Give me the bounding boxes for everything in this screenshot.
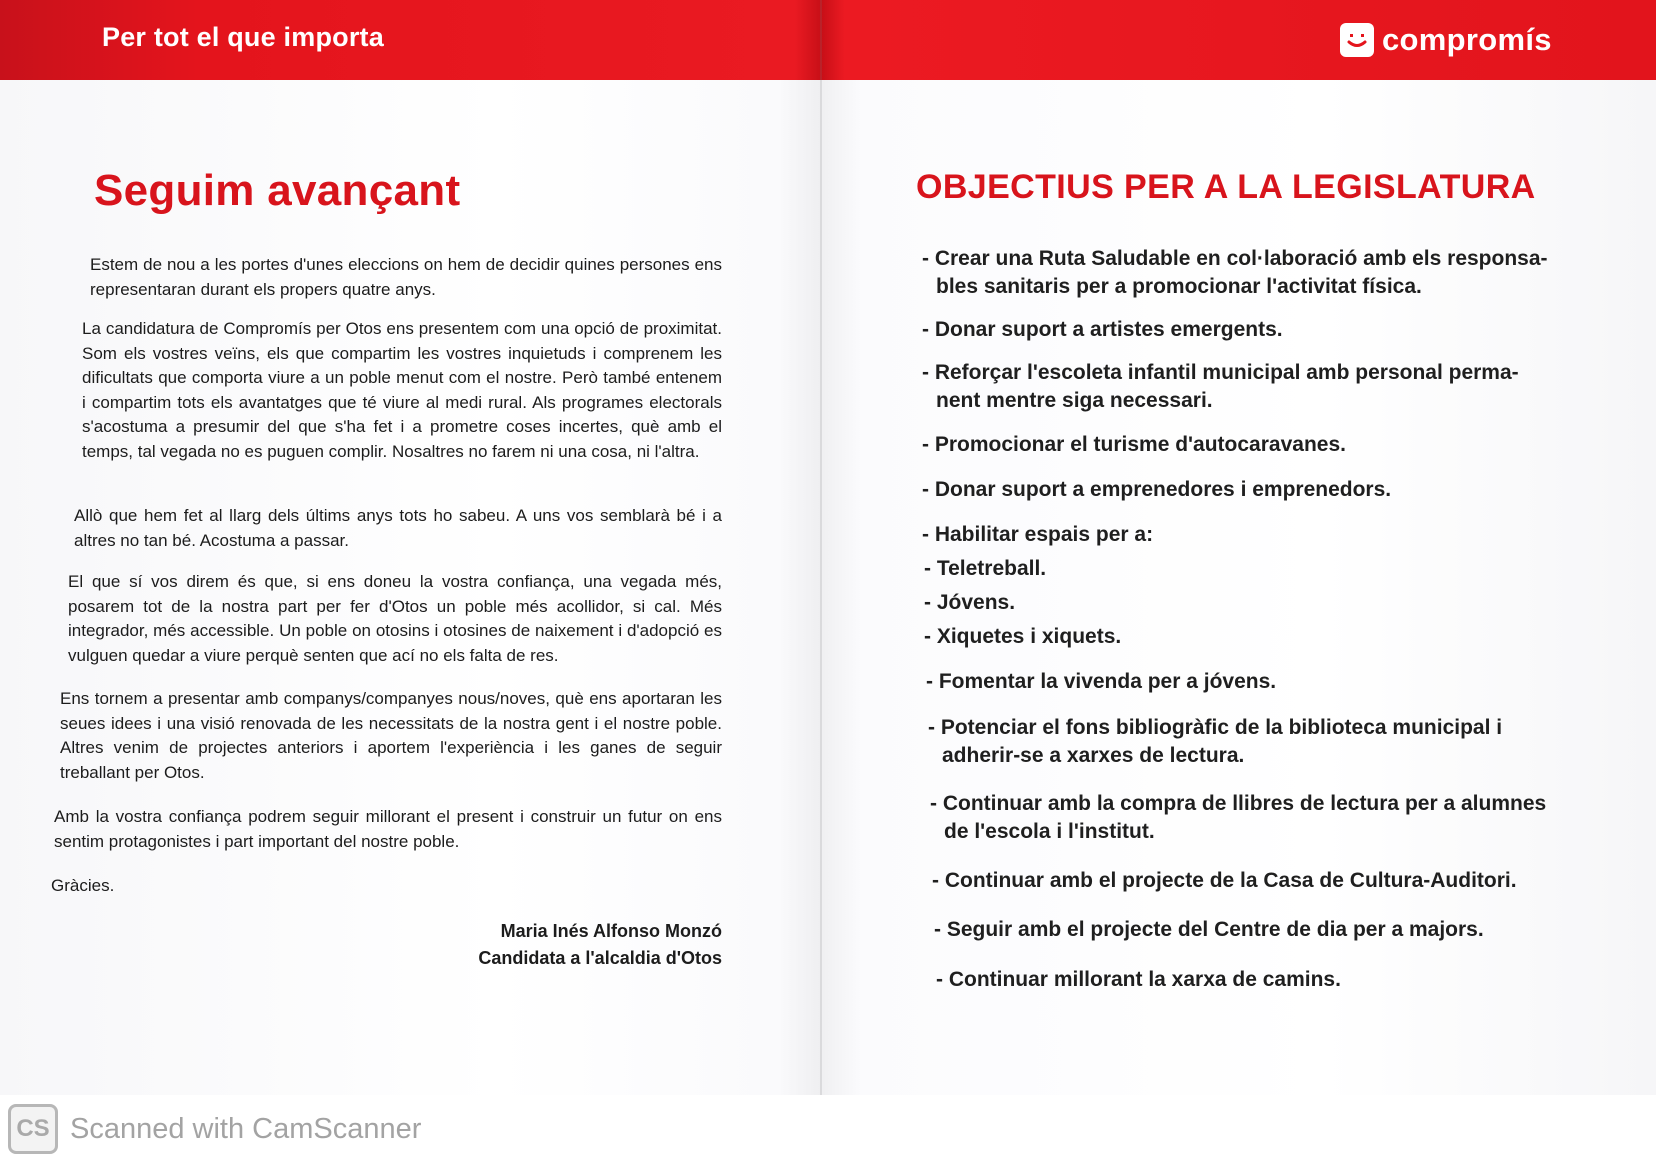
signature bbox=[400, 918, 722, 972]
objective-item: - Donar suport a artistes emergents. bbox=[922, 318, 1283, 341]
objective-item: - Donar suport a emprenedores i emprenedors. bbox=[922, 478, 1392, 501]
objective-item: - Continuar amb la compra de llibres de lectura per a alumnes de l'escola i l'institut. bbox=[930, 792, 1547, 843]
objective-item: - Teletreball. bbox=[924, 557, 1047, 580]
objective-item: - Habilitar espais per a: bbox=[922, 523, 1154, 546]
paragraph: El que sí vos direm és que, si ens doneu la vostra confiança, una vegada més, posarem tot de la nostra part per fer d'Otos un poble més acollidor, si cal. Més integrador, més accessible. Un poble on otosins i otosines de naixement i d'adopció es vulguen quedar a viure perquè senten que ací no els falta de res. bbox=[68, 572, 722, 665]
objective-item: - Continuar millorant la xarxa de camins. bbox=[936, 968, 1341, 991]
brand-logo bbox=[1340, 22, 1552, 58]
paragraph: Ens tornem a presentar amb companys/companyes nous/noves, què ens aportaran les seues idees i una visió renovada de les necessitats de la nostra gent i el nostre poble. Altres venim de projectes anteriors i aportem l'experiència i les ganes de seguir treballant per Otos. bbox=[60, 689, 722, 782]
thanks: Gràcies. bbox=[51, 876, 115, 895]
objective-item: - Seguir amb el projecte del Centre de dia per a majors. bbox=[934, 918, 1484, 941]
objective-item: - Reforçar l'escoleta infantil municipal amb personal perma- nent mentre siga necessari. bbox=[922, 361, 1519, 412]
objective-item: - Xiquetes i xiquets. bbox=[924, 625, 1122, 648]
objective-item: - Continuar amb el projecte de la Casa de Cultura-Auditori. bbox=[932, 869, 1517, 892]
paragraph: Amb la vostra confiança podrem seguir millorant el present i construir un futur on ens sentim protagonistes i part important del nostre poble. bbox=[54, 807, 722, 851]
watermark-text: Scanned with CamScanner bbox=[70, 1112, 422, 1145]
objective-item: - Potenciar el fons bibliogràfic de la biblioteca municipal i adherir-se a xarxes de lectura. bbox=[928, 716, 1503, 767]
paragraph: La candidatura de Compromís per Otos ens presentem com una opció de proximitat. Som els vostres veïns, els que compartim les vostres inquietuds i comprenem les dificultats que comporta viure a un poble menut com el nostre. Però també entenem i compartim tots els avantatges que té viure al medi rural. Als programes electorals s'acostuma a presumir del que s'ha fet i a prometre coses incertes, què amb el temps, tal vegada no es puguen complir. Nosaltres no farem ni una cosa, ni l'altra. bbox=[82, 319, 722, 461]
objective-item: - Fomentar la vivenda per a jóvens. bbox=[926, 670, 1277, 693]
objective-item: - Jóvens. bbox=[924, 591, 1016, 614]
paragraph: Allò que hem fet al llarg dels últims anys tots ho sabeu. A uns vos semblarà bé i a altres no tan bé. Acostuma a passar. bbox=[74, 506, 722, 550]
objective-item: - Crear una Ruta Saludable en col·laboració amb els responsa- bles sanitaris per a promocionar l'activitat física. bbox=[922, 247, 1548, 298]
scanner-watermark bbox=[8, 1104, 421, 1154]
right-title: OBJECTIUS PER A LA LEGISLATURA bbox=[916, 168, 1536, 206]
header-tagline: Per tot el que importa bbox=[102, 22, 384, 52]
brand-name: compromís bbox=[1382, 22, 1552, 57]
paragraph: Estem de nou a les portes d'unes eleccions on hem de decidir quines persones ens representaran durant els propers quatre anys. bbox=[90, 255, 722, 299]
left-title: Seguim avançant bbox=[94, 166, 461, 215]
signature-name: Maria Inés Alfonso Monzó bbox=[500, 921, 722, 941]
objective-item: - Promocionar el turisme d'autocaravanes. bbox=[922, 433, 1346, 456]
page-fold bbox=[820, 0, 822, 1095]
signature-role: Candidata a l'alcaldia d'Otos bbox=[478, 948, 722, 968]
smiley-face-icon bbox=[1340, 23, 1374, 57]
camscanner-logo: CS bbox=[8, 1104, 58, 1154]
